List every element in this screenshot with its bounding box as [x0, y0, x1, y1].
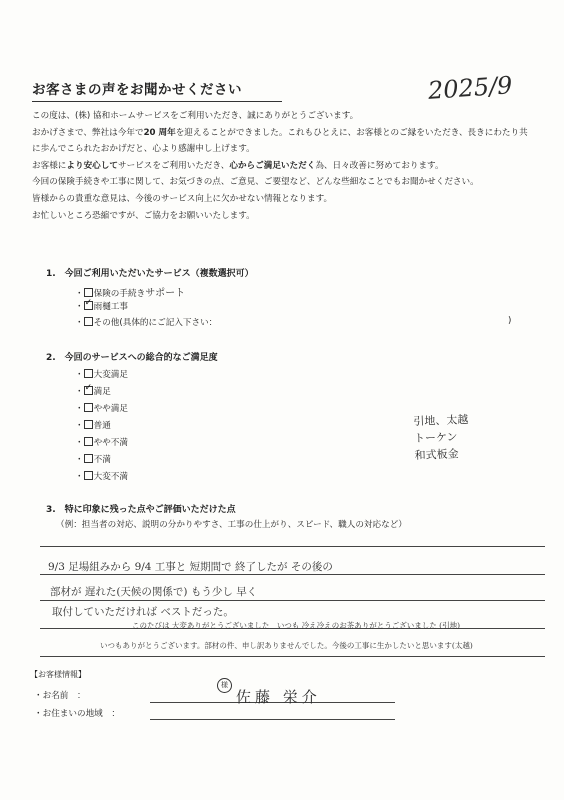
q1-option-other[interactable]: ・ その他(具体的にご記入下さい：: [75, 318, 218, 328]
intro-p2-a: おかげさまで、弊社は今年で: [32, 127, 144, 138]
handwritten-date: 2025/9: [427, 71, 514, 105]
q1-option-gutter-checkbox[interactable]: [84, 301, 93, 310]
q2-option-neutral[interactable]: ・ 普通: [75, 421, 111, 431]
seal-stamp: 様: [217, 678, 232, 693]
answer-rule: [40, 600, 545, 601]
q2-option-very-dissatisfied[interactable]: ・ 大変不満: [75, 472, 128, 482]
q1-option-insurance-handwritten: サポート: [145, 288, 186, 299]
q2-option-label: 不満: [93, 455, 111, 465]
area-label: ・お住まいの地域 ：: [34, 709, 120, 719]
intro-p3: [32, 158, 532, 175]
q1-option-insurance-label: 保険の手続き: [93, 289, 146, 299]
answer-rule: [40, 574, 545, 575]
q2-option-label: やや満足: [93, 404, 128, 414]
q3-heading: 3. 特に印象に残った点やご評価いただけた点: [46, 505, 236, 515]
answer-line-3: 取付していただければ ベストだった。: [52, 606, 234, 618]
intro-p5: 皆様からの貴重な意見は、今後のサービス向上に欠かせない情報となります。: [32, 193, 333, 204]
q1-option-other-close: ): [508, 316, 512, 326]
intro-p2: [32, 125, 532, 158]
intro-p2-b: を迎えることができました。これもひとえに、お客様とのご縁をいただき、長きにわたり共に歩んでこられたおかげだと、心より感謝申し上げます。: [32, 127, 528, 155]
q1-option-gutter[interactable]: ・✓ 雨樋工事: [75, 300, 128, 312]
q2-option-somewhat-dissatisfied[interactable]: ・ やや不満: [75, 438, 128, 448]
page-title: お客さまの声をお聞かせください: [32, 82, 242, 98]
intro-p3-b: サービスをご利用いただき、: [117, 160, 230, 171]
q2-option-very-satisfied[interactable]: ・ 大変満足: [75, 370, 128, 380]
intro-p2-bold: 20 周年: [143, 127, 176, 138]
intro-p6: お忙しいところ恐縮ですが、ご協力をお願いいたします。: [32, 210, 255, 221]
q2-checkbox-4[interactable]: [84, 437, 93, 446]
answer-line-2: 部材が 遅れた(天候の関係で) もう少し 早く: [50, 586, 258, 598]
answer-rule: [40, 656, 545, 657]
q1-option-other-checkbox[interactable]: [84, 317, 93, 326]
staff-note-line: 引地、太越: [413, 413, 469, 428]
q2-option-satisfied[interactable]: ・✓ 満足: [75, 385, 111, 397]
intro-p3-a: お客様に: [32, 160, 67, 171]
q2-option-somewhat-satisfied[interactable]: ・ やや満足: [75, 404, 128, 414]
intro-p4: 今回の保険手続きや工事に関して、お気づきの点、ご意見、ご要望など、どんな些細なことでもお聞かせください。: [32, 177, 479, 188]
q2-option-label: 満足: [93, 387, 111, 397]
q2-checkbox-2[interactable]: [84, 403, 93, 412]
q3-example-note: （例：担当者の対応、説明の分かりやすさ、工事の仕上がり、スピード、職人の対応など）: [56, 520, 407, 530]
q2-option-label: 大変不満: [93, 472, 128, 482]
intro-text: [32, 108, 532, 224]
intro-p3-c: 為、日々改善に努めております。: [315, 160, 444, 171]
area-input[interactable]: [150, 719, 395, 720]
staff-reply-1: このたびは 大変ありがとうございました いつも 冷え冷えのお茶ありがとうございました (引地): [132, 621, 461, 630]
intro-p3-bold2: 心からご満足いただく: [229, 160, 316, 171]
q2-option-label: やや不満: [93, 438, 128, 448]
q2-option-dissatisfied[interactable]: ・ 不満: [75, 455, 111, 465]
q1-option-insurance[interactable]: ・ 保険の手続きサポート: [75, 288, 186, 299]
q2-heading: 2. 今回のサービスへの総合的なご満足度: [46, 353, 218, 363]
staff-note-line: 和式板金: [414, 447, 459, 462]
q2-checkbox-5[interactable]: [84, 454, 93, 463]
title-underline: [32, 101, 282, 102]
q1-option-other-label: その他(具体的にご記入下さい：: [93, 318, 218, 328]
answer-line-1: 9/3 足場組みから 9/4 工事と 短期間で 終了したが その後の: [48, 561, 333, 573]
q1-option-gutter-label: 雨樋工事: [93, 302, 128, 312]
q1-heading: 1. 今回ご利用いただいたサービス（複数選択可）: [46, 269, 254, 279]
customer-info-label: 【お客様情報】: [30, 670, 86, 679]
staff-note-line: トーケン: [413, 430, 458, 445]
name-label: ・お名前 ：: [34, 691, 86, 701]
customer-name[interactable]: 佐藤 栄介: [236, 688, 321, 706]
q2-option-label: 大変満足: [93, 370, 128, 380]
staff-reply-2: いつもありがとうございます。部材の件、申し訳ありませんでした。今後の工事に生かしたいと思います(太越): [100, 641, 473, 650]
q1-option-insurance-checkbox[interactable]: [84, 288, 93, 297]
q2-checkbox-1[interactable]: [84, 386, 93, 395]
handwritten-staff-note: [413, 411, 470, 464]
q2-checkbox-3[interactable]: [84, 420, 93, 429]
intro-p1: この度は、(株) 協和ホームサービスをご利用いただき、誠にありがとうございます。: [32, 111, 359, 121]
answer-rule: [40, 546, 545, 547]
q2-checkbox-6[interactable]: [84, 471, 93, 480]
q2-checkbox-0[interactable]: [84, 369, 93, 378]
q2-option-label: 普通: [93, 421, 111, 431]
intro-p3-bold1: より安心して: [66, 160, 118, 171]
